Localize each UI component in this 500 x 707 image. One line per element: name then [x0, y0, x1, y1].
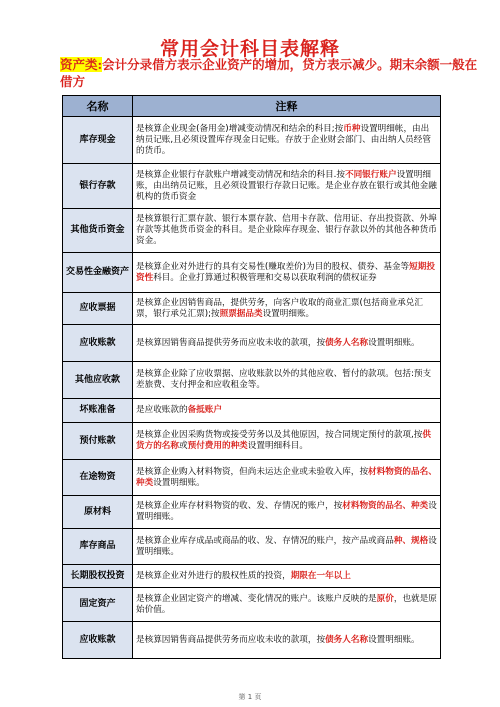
note-text: 是核算企业库存成品或商品的收、发、存情况的账户，按产品或商品 [136, 535, 394, 546]
table-row [63, 399, 441, 423]
account-name: 坏账准备 [63, 399, 133, 423]
intro-label: 资产类: [60, 57, 103, 72]
table-row [63, 293, 441, 325]
account-note [133, 253, 441, 293]
table-row [63, 529, 441, 565]
note-text: 设置明细帐，由出纳员记账,且必须设置库存现金日记账。存放于企业财会部门、由出纳人员经管的货币。 [136, 123, 431, 156]
account-name: 应收账款 [63, 325, 133, 362]
note-text: 设置明细账。 [262, 308, 315, 319]
note-text: 是核算企业库存材料物资的收、发、存情况的账户，按 [136, 501, 343, 511]
note-highlight: 预付费用的种类 [187, 441, 248, 451]
note-text: 是核算企业因销售商品，提供劳务，向客户收取的商业汇票(包括商业承兑汇票，银行承兑汇票);按 [136, 297, 423, 319]
account-name: 银行存款 [63, 164, 133, 209]
note-text: 是核算企业银行存款账户增减变动情况和结余的科目.按 [136, 169, 345, 180]
account-note [133, 399, 441, 423]
header-name: 名称 [63, 96, 133, 117]
note-text: ，也就是原始价值。 [136, 593, 437, 615]
account-table [62, 95, 441, 659]
note-highlight: 期限在一年以上 [290, 570, 351, 581]
note-highlight: 债务人名称 [325, 634, 369, 645]
account-note [133, 496, 441, 529]
note-highlight: 供货方的名称 [136, 430, 431, 451]
note-text: 是核算企业对外进行的具有交易性(赚取差价)为目的股权、债券、基金等 [136, 261, 410, 272]
note-text: 是核算企业现金(备用金)增减变动情况和结余的科目;按 [136, 123, 344, 134]
table-row [63, 117, 441, 164]
account-name: 长期股权投资 [63, 565, 133, 588]
table-row [63, 622, 441, 659]
account-name: 交易性金融资产 [63, 253, 133, 293]
note-highlight: 种、规格 [393, 535, 429, 546]
note-highlight: 短期投资性 [136, 261, 435, 283]
account-note [133, 325, 441, 362]
note-text: 是核算因销售商品提供劳务而应收未收的款项，按 [136, 337, 326, 348]
note-text: 是核算企业固定资产的增减、变化情况的账户。该账户反映的是 [136, 593, 377, 604]
table-row [63, 460, 441, 496]
account-name: 其他货币资金 [63, 209, 133, 253]
account-note [133, 293, 441, 325]
note-text: 设置明细账。 [153, 477, 205, 488]
note-highlight: 材料物资的品名、种类 [342, 501, 429, 511]
account-name: 原材料 [63, 496, 133, 529]
note-text: 是核算企业除了应收票据、应收账款以外的其他应收、暂付的款项。包括:预支差旅费、支付押金和应收租金等。 [136, 369, 432, 390]
note-text: 设置明细账。 [136, 535, 437, 557]
table-row [63, 164, 441, 209]
account-note [133, 622, 441, 659]
account-note [133, 529, 441, 565]
account-note [133, 164, 441, 209]
account-name: 固定资产 [63, 588, 133, 622]
note-text: 或 [178, 441, 188, 451]
account-name: 库存现金 [63, 117, 133, 164]
account-note [133, 362, 441, 399]
note-text: 设置明细账，由出纳员记账，且必须设置银行存款日记账。是企业存放在银行或其他金融机构的货币资金 [136, 169, 437, 202]
note-highlight: 债务人名称 [325, 337, 369, 348]
table-row [63, 209, 441, 253]
account-name: 在途物资 [63, 460, 133, 496]
note-highlight: 原价 [376, 593, 394, 604]
table-row [63, 565, 441, 588]
table-header-row [63, 96, 441, 117]
table-row [63, 423, 441, 460]
note-text: 设置明细科目。 [247, 441, 308, 451]
note-text: 是核算银行汇票存款、银行本票存款、信用卡存款、信用证、存出投资款、外埠存款等其他货币资金的科目。是企业除库存现金、银行存款以外的其他各种货币资金。 [136, 214, 437, 246]
note-text: 设置明细账。 [368, 634, 420, 645]
note-text: 是核算企业对外进行的股权性质的投资， [136, 570, 291, 581]
note-text: 是应收账款的 [136, 405, 188, 415]
note-highlight: 不同银行账户 [344, 169, 397, 180]
account-name: 应收票据 [63, 293, 133, 325]
account-name: 库存商品 [63, 529, 133, 565]
note-highlight: 材料物资的品名、种类 [136, 466, 437, 488]
note-text: 是核算因销售商品提供劳务而应收未收的款项，按 [136, 634, 326, 645]
table-row [63, 496, 441, 529]
note-highlight: 备抵账户 [187, 405, 222, 415]
note-text: 设置明细账。 [368, 337, 420, 348]
document-title: 常用会计科目表解释 [159, 38, 340, 60]
account-note [133, 209, 441, 253]
account-note [133, 588, 441, 622]
note-highlight: 照票据品类 [219, 308, 263, 319]
account-note [133, 460, 441, 496]
table-row [63, 588, 441, 622]
account-note [133, 423, 441, 460]
note-highlight: 币种 [343, 123, 361, 134]
note-text: 设置明细账。 [136, 501, 437, 522]
account-note [133, 565, 441, 588]
account-name: 预付账款 [63, 423, 133, 460]
account-name: 应收账款 [63, 622, 133, 659]
note-text: 科目。企业打算通过积极管理和交易以获取利润的债权证券 [153, 272, 377, 283]
note-text: 是核算企业因采购货物或接受劳务以及其他原因，按合同规定预付的款项,按 [136, 430, 423, 440]
page-footer: 第 1 页 [238, 693, 262, 701]
table-row [63, 325, 441, 362]
intro-text: 会计分录借方表示企业资产的增加，贷方表示减少。期末余额一般在借方 [60, 57, 478, 89]
account-note [133, 117, 441, 164]
header-note: 注释 [133, 96, 441, 117]
table-row [63, 362, 441, 399]
table-row [63, 253, 441, 293]
intro-paragraph [60, 56, 480, 90]
note-text: 是核算企业购入材料物资，但尚未运达企业或未验收入库，按 [136, 466, 369, 477]
account-name: 其他应收款 [63, 362, 133, 399]
